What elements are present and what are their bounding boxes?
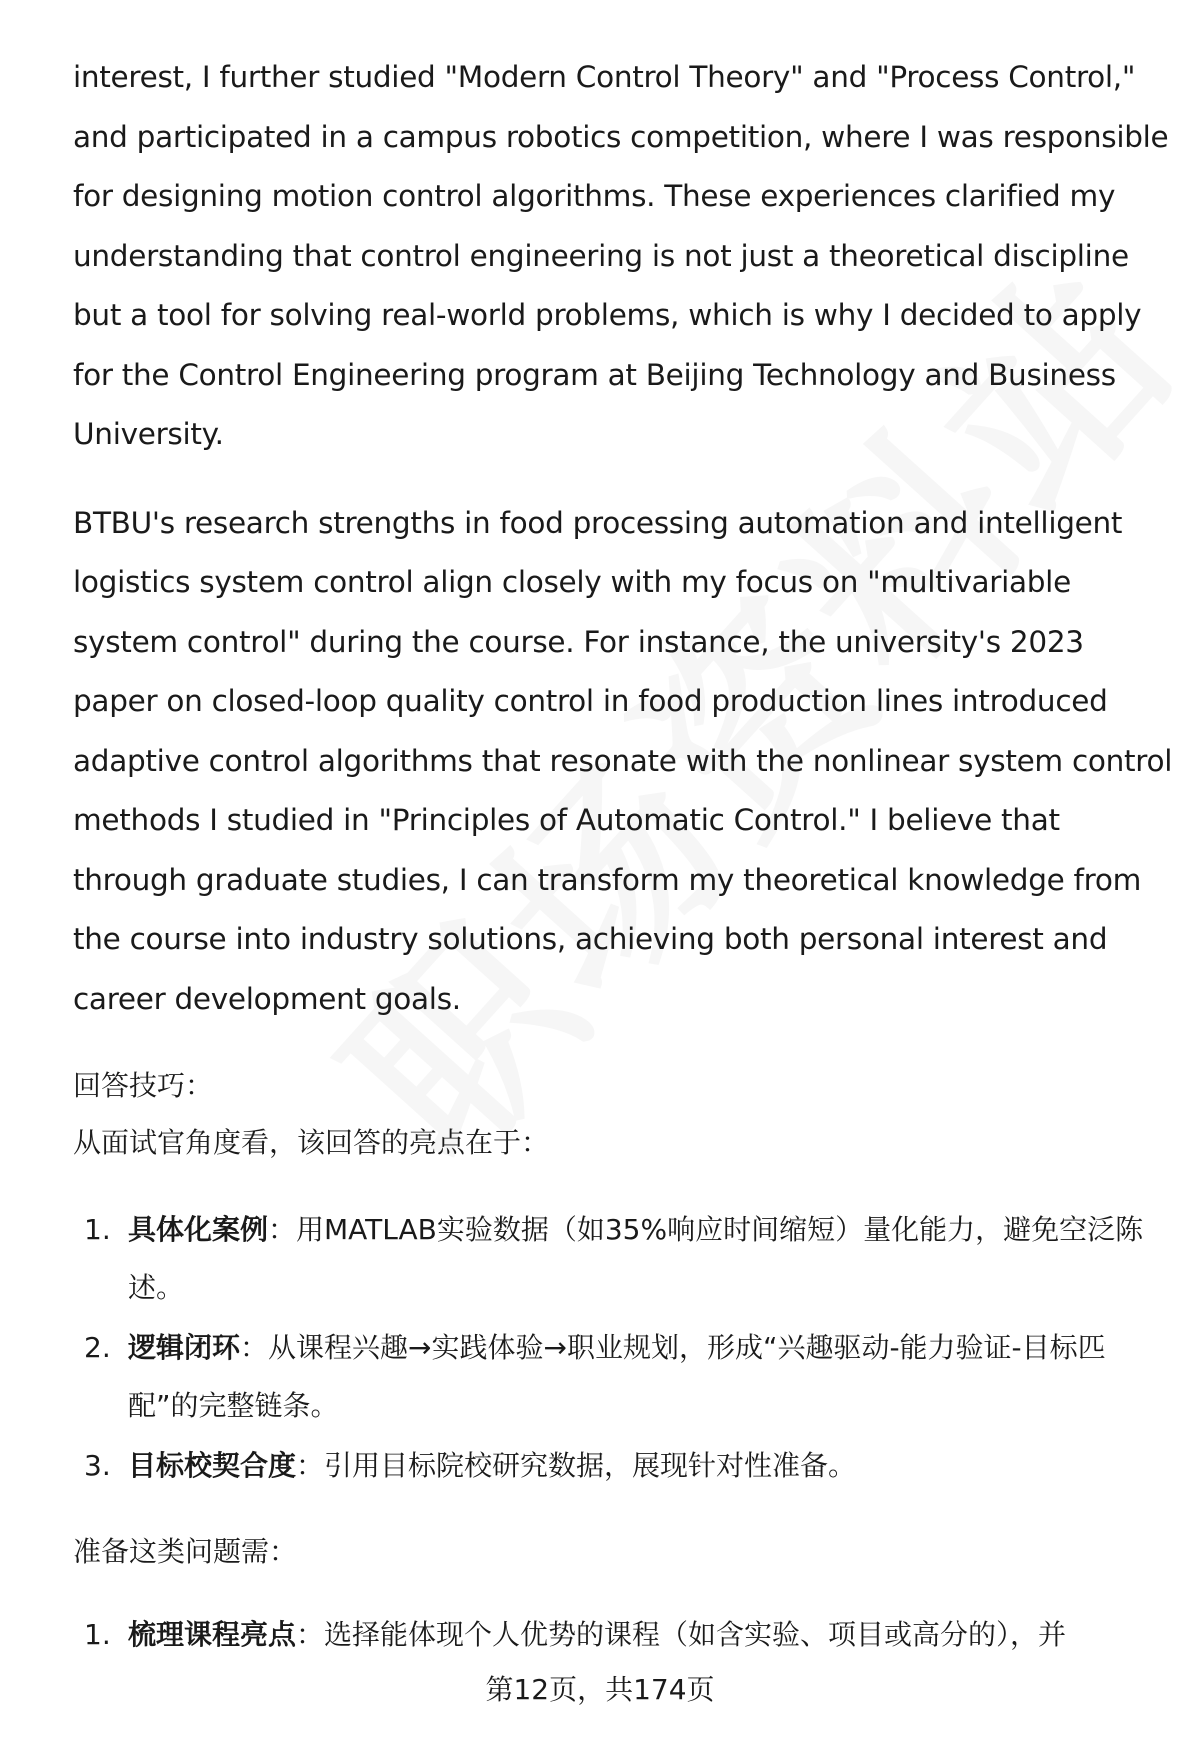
list-item-text: ：引用目标院校研究数据，展现针对性准备。 [296,1449,857,1482]
list-item-title: 逻辑闭环 [128,1331,241,1364]
list-item-title: 具体化案例 [128,1213,269,1246]
prep-heading: 准备这类问题需： [73,1535,298,1568]
tips-heading: 回答技巧： [73,1069,214,1102]
list-number: 1. [84,1213,111,1246]
list-number: 3. [84,1449,111,1482]
list-item [73,1319,1173,1435]
list-number: 2. [84,1331,111,1364]
list-item [73,1606,1173,1664]
paragraph-btbu: BTBU's research strengths in food processing automation and intelligent logistics system control align closely with my focus on "multivariable system control" during the course. For instance, the university's 2023 paper on closed-loop quality control in food production lines introduced adaptive control algorithms that resonate with the nonlinear system control methods I studied in "Principles of Automatic Control." I believe that through graduate studies, I can transform my theoretical knowledge from the course into industry solutions, achieving both personal interest and career development goals. [73,505,1173,1016]
paragraph-interest: interest, I further studied "Modern Control Theory" and "Process Control," and participated in a campus robotics competition, where I was responsible for designing motion control algorithms. These experiences clarified my understanding that control engineering is not just a theoretical discipline but a tool for solving real-world problems, which is why I decided to apply for the Control Engineering program at Beijing Technology and Business University. [73,60,1169,451]
list-item-text: ：从课程兴趣→实践体验→职业规划，形成“兴趣驱动-能力验证-目标匹配”的完整链条。 [128,1331,1106,1422]
tips-subheading: 从面试官角度看，该回答的亮点在于： [73,1126,550,1159]
tips-list [73,1201,1173,1495]
list-item [73,1437,1173,1495]
list-number: 1. [84,1618,111,1651]
list-item-text: ：选择能体现个人优势的课程（如含实验、项目或高分的），并 [296,1618,1067,1651]
page-footer: 第12页，共174页 [485,1673,715,1706]
list-item-title: 目标校契合度 [128,1449,297,1482]
list-item-title: 梳理课程亮点 [128,1618,297,1651]
list-item [73,1201,1173,1317]
prep-list [73,1606,1173,1664]
page-content [73,48,1173,1666]
list-item-text: ：用MATLAB实验数据（如35%响应时间缩短）量化能力，避免空泛陈述。 [128,1213,1144,1304]
